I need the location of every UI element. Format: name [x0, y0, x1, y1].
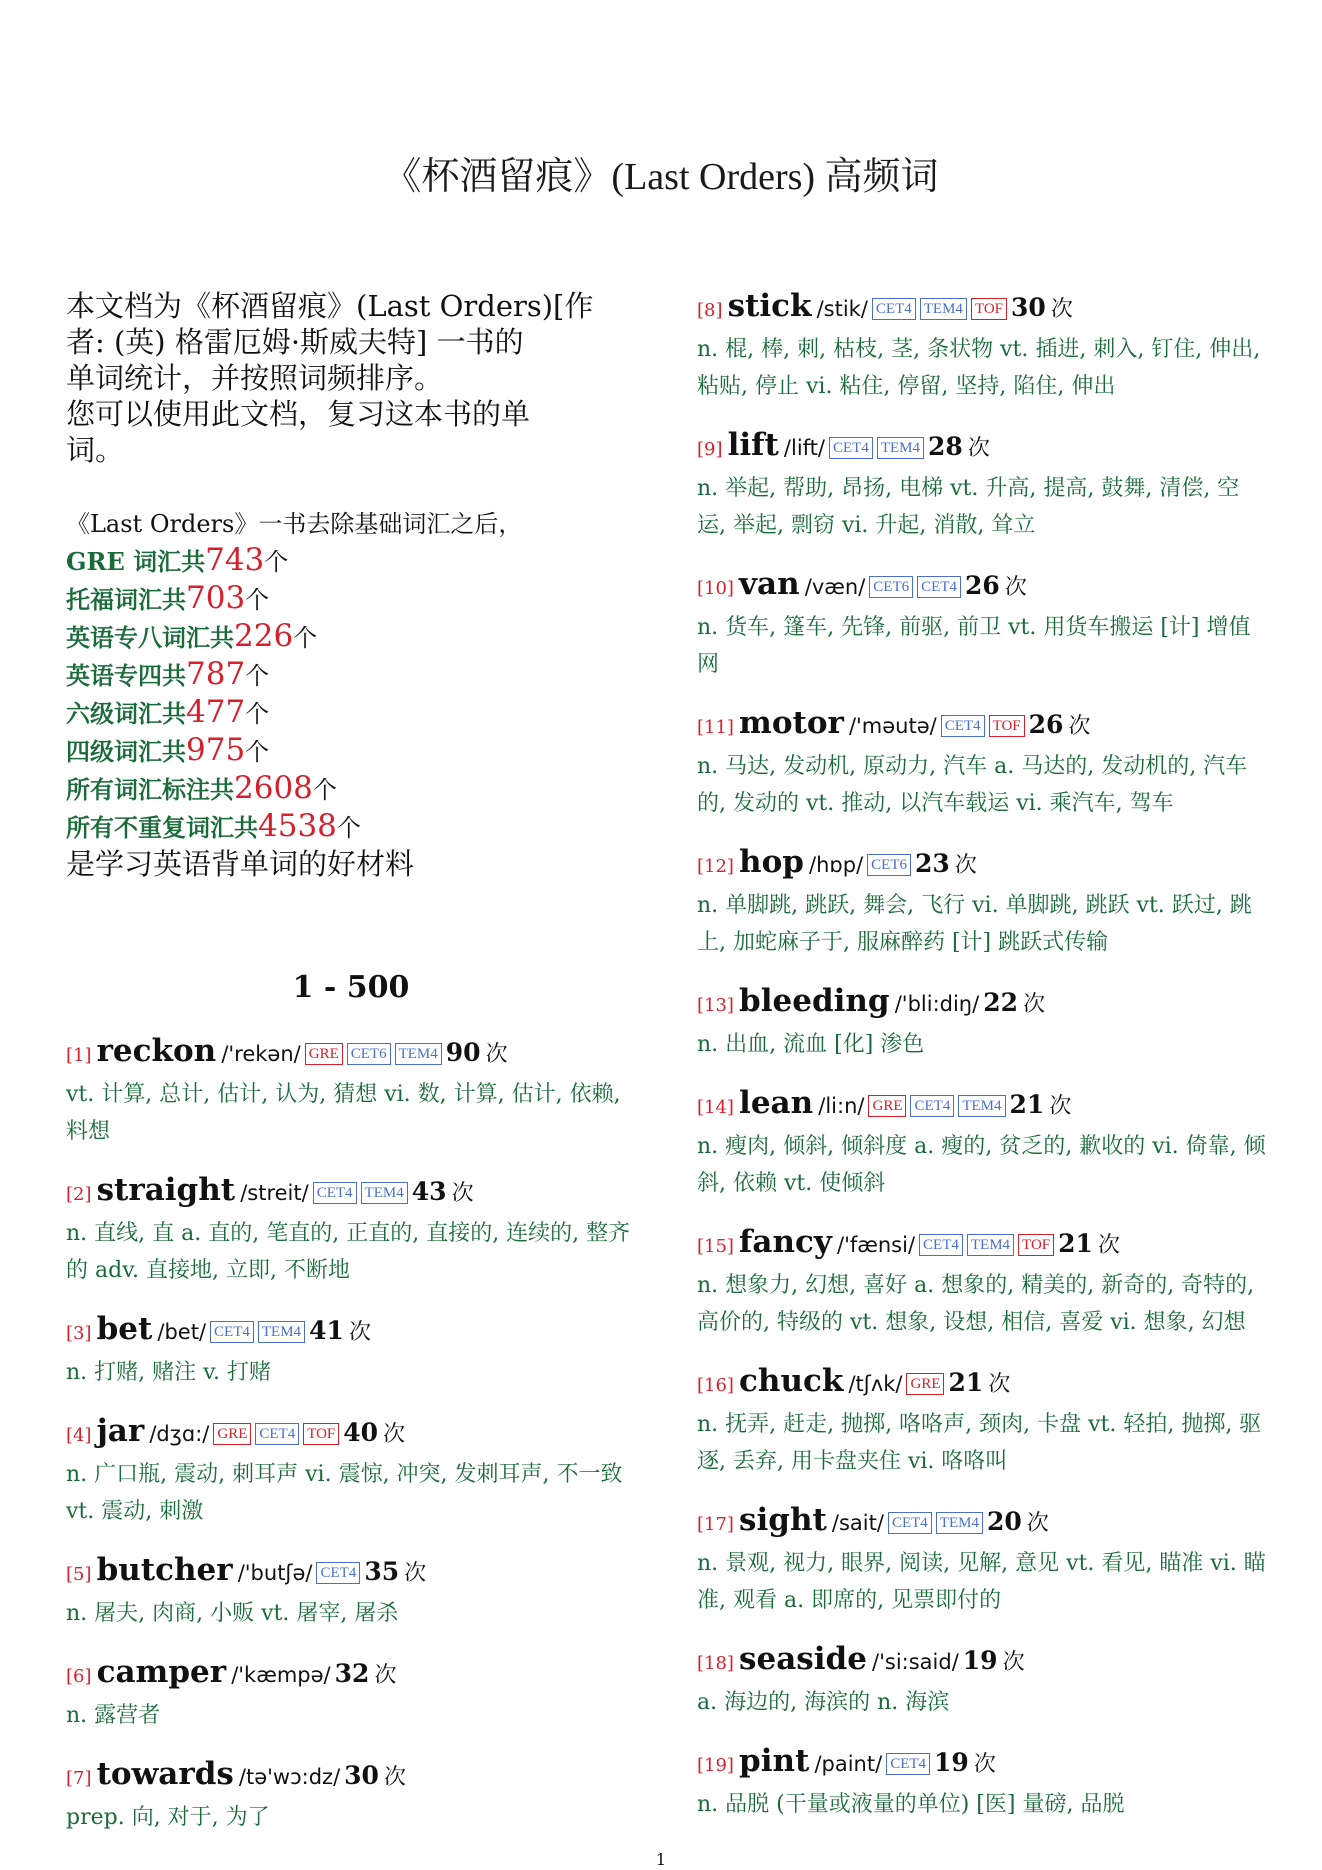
entry-index: [15] — [697, 1236, 734, 1257]
intro-line: 本文档为《杯酒留痕》(Last Orders)[作 — [66, 289, 594, 323]
entry-phonetic: /'rekən/ — [221, 1042, 301, 1066]
times-label: 次 — [1023, 992, 1046, 1017]
entry-definition: a. 海边的, 海滨的 n. 海滨 — [697, 1690, 950, 1715]
exam-tag: CET6 — [867, 854, 911, 876]
entry-word: hop — [739, 844, 804, 880]
entry-count: 23 — [915, 849, 950, 878]
entry-word: stick — [727, 288, 812, 324]
exam-tag: CET4 — [829, 437, 873, 459]
entry-headline — [66, 1309, 636, 1354]
page-number: 1 — [655, 1850, 667, 1869]
times-label: 次 — [384, 1765, 407, 1790]
entry-count: 21 — [948, 1368, 984, 1397]
entry-definition: n. 马达, 发动机, 原动力, 汽车 a. 马达的, 发动机的, 汽车的, 发动的 vt. 推动, 以汽车载运 vi. 乘汽车, 驾车 — [697, 754, 1248, 816]
entry-count: 90 — [445, 1038, 481, 1067]
stat-value: 4538 — [258, 808, 337, 844]
stat-value: 743 — [205, 542, 265, 578]
entry-definition: n. 举起, 帮助, 昂扬, 电梯 vt. 升高, 提高, 鼓舞, 清偿, 空运, 举起, 剽窃 vi. 升起, 消散, 耸立 — [697, 476, 1240, 538]
word-entry — [697, 1361, 1267, 1480]
entry-headline — [66, 1411, 636, 1456]
entry-word: pint — [739, 1743, 810, 1779]
word-entry — [697, 286, 1267, 405]
word-entry — [697, 1741, 1267, 1823]
word-entry — [697, 1500, 1267, 1619]
entry-phonetic: /'si:said/ — [872, 1650, 959, 1674]
document-title: 《杯酒留痕》(Last Orders) 高频词 — [383, 156, 939, 198]
entry-definition: n. 直线, 直 a. 直的, 笔直的, 正直的, 直接的, 连续的, 整齐的 adv. 直接地, 立即, 不断地 — [66, 1221, 631, 1283]
entry-headline — [697, 703, 1267, 748]
stat-unit: 个 — [245, 662, 270, 690]
stat-label: 托福词汇共 — [66, 585, 186, 614]
entry-index: [12] — [697, 856, 734, 877]
entry-definition: n. 广口瓶, 震动, 刺耳声 vi. 震惊, 冲突, 发刺耳声, 不一致 vt. 震动, 刺激 — [66, 1462, 623, 1524]
stat-label: 六级词汇共 — [66, 699, 186, 728]
stat-line — [66, 732, 636, 770]
stat-label: 所有词汇标注共 — [66, 775, 234, 804]
entry-definition: n. 单脚跳, 跳跃, 舞会, 飞行 vi. 单脚跳, 跳跃 vt. 跃过, 跳上, 加蛇麻子于, 服麻醉药 [计] 跳跃式传输 — [697, 893, 1252, 955]
entry-definition: n. 品脱 (干量或液量的单位) [医] 量磅, 品脱 — [697, 1792, 1125, 1817]
times-label: 次 — [374, 1663, 397, 1688]
entry-count: 30 — [344, 1761, 379, 1790]
entry-count: 32 — [334, 1659, 370, 1688]
entry-definition: n. 露营者 — [66, 1703, 161, 1728]
entry-headline — [697, 1222, 1267, 1267]
stat-label: 英语专四共 — [66, 661, 186, 690]
stat-value: 787 — [186, 656, 246, 692]
stat-value: 2608 — [234, 770, 313, 806]
exam-tag: CET4 — [255, 1423, 299, 1445]
entry-index: [3] — [66, 1323, 92, 1344]
word-entry — [697, 564, 1267, 683]
entry-index: [8] — [697, 300, 723, 321]
exam-tag: TOF — [303, 1423, 339, 1445]
stat-unit: 个 — [312, 776, 337, 804]
exam-tag: CET4 — [919, 1234, 963, 1256]
entry-definition: prep. 向, 对于, 为了 — [66, 1805, 270, 1830]
exam-tag: TOF — [1018, 1234, 1054, 1256]
entry-definition: n. 景观, 视力, 眼界, 阅读, 见解, 意见 vt. 看见, 瞄准 vi. 瞄准, 观看 a. 即席的, 见票即付的 — [697, 1551, 1266, 1613]
times-label: 次 — [485, 1042, 508, 1067]
entry-index: [19] — [697, 1755, 734, 1776]
exam-tag: TEM4 — [967, 1234, 1014, 1256]
stat-unit: 个 — [245, 586, 270, 614]
entry-word: butcher — [96, 1552, 233, 1588]
exam-tag: CET4 — [886, 1753, 930, 1775]
stat-line — [66, 580, 636, 618]
exam-tag: TEM4 — [877, 437, 924, 459]
entry-headline — [697, 1500, 1267, 1545]
entry-word: van — [739, 566, 800, 602]
entry-definition: n. 想象力, 幻想, 喜好 a. 想象的, 精美的, 新奇的, 奇特的, 高价的, 特级的 vt. 想象, 设想, 相信, 喜爱 vi. 想象, 幻想 — [697, 1273, 1255, 1335]
exam-tag: TEM4 — [958, 1095, 1005, 1117]
entry-word: towards — [96, 1756, 234, 1792]
entry-count: 35 — [364, 1557, 400, 1586]
intro-line: 您可以使用此文档，复习这本书的单 — [66, 397, 531, 431]
stat-label: 所有不重复词汇共 — [66, 813, 258, 842]
entry-phonetic: /'məutə/ — [848, 714, 937, 738]
entry-phonetic: /tʃʌk/ — [848, 1372, 903, 1396]
stat-line — [66, 694, 636, 732]
entry-count: 21 — [1009, 1090, 1045, 1119]
entry-headline — [697, 1083, 1267, 1128]
word-entry — [697, 1639, 1267, 1721]
exam-tag: GRE — [868, 1095, 906, 1117]
times-label: 次 — [404, 1561, 427, 1586]
entry-phonetic: /streit/ — [240, 1181, 309, 1205]
stat-line — [66, 656, 636, 694]
word-entry — [697, 425, 1267, 544]
entry-count: 21 — [1058, 1229, 1093, 1258]
stat-line — [66, 542, 636, 580]
exam-tag: CET4 — [313, 1182, 357, 1204]
entry-word: camper — [96, 1654, 227, 1690]
entry-count: 28 — [928, 432, 963, 461]
entry-phonetic: /paint/ — [814, 1752, 883, 1776]
stat-value: 477 — [186, 694, 246, 730]
intro-line: 单词统计，并按照词频排序。 — [66, 361, 444, 395]
entry-headline — [697, 1639, 1267, 1684]
entry-phonetic: /'kæmpə/ — [231, 1663, 331, 1687]
entry-word: bleeding — [739, 983, 890, 1019]
stat-label: 四级词汇共 — [66, 737, 186, 766]
entry-word: lift — [727, 427, 779, 463]
times-label: 次 — [954, 853, 977, 878]
stat-unit: 个 — [245, 738, 270, 766]
stat-line — [66, 618, 636, 656]
entry-word: sight — [739, 1502, 827, 1538]
entry-index: [17] — [697, 1514, 734, 1535]
entry-phonetic: /'fænsi/ — [837, 1233, 916, 1257]
entry-index: [14] — [697, 1097, 734, 1118]
entry-index: [1] — [66, 1045, 92, 1066]
times-label: 次 — [451, 1181, 474, 1206]
word-entry — [697, 981, 1267, 1063]
entry-headline — [697, 981, 1267, 1026]
word-list-right — [697, 286, 1267, 1823]
entry-definition: n. 打赌, 赌注 v. 打赌 — [66, 1360, 271, 1385]
entry-headline — [697, 425, 1267, 470]
entry-index: [13] — [697, 995, 734, 1016]
vocabulary-stats — [66, 506, 636, 882]
stat-line — [66, 808, 636, 846]
closing-line: 是学习英语背单词的好材料 — [66, 847, 415, 881]
entry-headline — [697, 564, 1267, 609]
entry-phonetic: /tə'wɔ:dz/ — [238, 1765, 341, 1789]
entry-index: [16] — [697, 1375, 734, 1396]
entry-phonetic: /'butʃə/ — [237, 1561, 313, 1585]
entry-count: 19 — [962, 1646, 998, 1675]
entry-word: chuck — [739, 1363, 844, 1399]
exam-tag: TEM4 — [361, 1182, 408, 1204]
entry-headline — [66, 1550, 636, 1595]
entry-phonetic: /væn/ — [804, 575, 866, 599]
intro-line: 词。 — [66, 433, 125, 467]
intro-line: 者: (英) 格雷厄姆·斯威夫特] 一书的 — [66, 325, 524, 359]
stat-value: 226 — [234, 618, 294, 654]
entry-phonetic: /hɒp/ — [809, 853, 864, 877]
exam-tag: GRE — [906, 1373, 944, 1395]
word-entry — [697, 1222, 1267, 1341]
times-label: 次 — [1004, 575, 1027, 600]
stat-unit: 个 — [264, 548, 289, 576]
stat-value: 975 — [186, 732, 246, 768]
entry-definition: n. 瘦肉, 倾斜, 倾斜度 a. 瘦的, 贫乏的, 歉收的 vi. 倚靠, 倾斜, 依赖 vt. 使倾斜 — [697, 1134, 1266, 1196]
stat-unit: 个 — [336, 814, 361, 842]
times-label: 次 — [967, 436, 990, 461]
exam-tag: TEM4 — [920, 298, 967, 320]
entry-phonetic: /'bli:diŋ/ — [894, 992, 980, 1016]
right-column — [697, 286, 1267, 1843]
entry-count: 20 — [986, 1507, 1022, 1536]
entry-phonetic: /li:n/ — [818, 1094, 865, 1118]
times-label: 次 — [383, 1422, 406, 1447]
entry-headline — [697, 1741, 1267, 1786]
exam-tag: GRE — [213, 1423, 251, 1445]
exam-tag: CET6 — [869, 576, 913, 598]
stat-line — [66, 770, 636, 808]
exam-tag: TEM4 — [936, 1512, 983, 1534]
entry-word: lean — [739, 1085, 814, 1121]
times-label: 次 — [1068, 714, 1091, 739]
word-entry — [697, 703, 1267, 822]
entry-index: [5] — [66, 1564, 92, 1585]
times-label: 次 — [973, 1752, 996, 1777]
word-entry — [66, 1550, 636, 1632]
entry-headline — [66, 1652, 636, 1697]
stat-value: 703 — [186, 580, 246, 616]
times-label: 次 — [1050, 297, 1073, 322]
entry-headline — [66, 1031, 636, 1076]
stat-label: GRE 词汇共 — [66, 547, 206, 576]
entry-index: [7] — [66, 1768, 92, 1789]
word-entry — [697, 1083, 1267, 1202]
entry-definition: n. 棍, 棒, 刺, 枯枝, 茎, 条状物 vt. 插进, 刺入, 钉住, 伸出, 粘贴, 停止 vi. 粘住, 停留, 坚持, 陷住, 伸出 — [697, 337, 1261, 399]
exam-tag: CET4 — [210, 1321, 254, 1343]
exam-tag: CET4 — [872, 298, 916, 320]
entry-index: [18] — [697, 1653, 734, 1674]
entry-word: motor — [739, 705, 844, 741]
entry-count: 19 — [934, 1748, 969, 1777]
entry-phonetic: /bet/ — [157, 1320, 207, 1344]
times-label: 次 — [1049, 1094, 1072, 1119]
word-entry — [697, 842, 1267, 961]
entry-definition: n. 抚弄, 赶走, 抛掷, 咯咯声, 颈肉, 卡盘 vt. 轻拍, 抛掷, 驱逐, 丢弃, 用卡盘夹住 vi. 咯咯叫 — [697, 1412, 1262, 1474]
entry-index: [4] — [66, 1425, 92, 1446]
entry-headline — [697, 286, 1267, 331]
word-entry — [66, 1170, 636, 1289]
word-entry — [66, 1754, 636, 1836]
entry-index: [10] — [697, 578, 734, 599]
exam-tag: CET4 — [941, 715, 985, 737]
entry-word: reckon — [96, 1033, 217, 1069]
word-list-left — [66, 1031, 636, 1836]
exam-tag: TOF — [989, 715, 1025, 737]
exam-tag: CET4 — [910, 1095, 954, 1117]
entry-index: [11] — [697, 717, 734, 738]
entry-count: 41 — [309, 1316, 344, 1345]
times-label: 次 — [988, 1372, 1011, 1397]
range-heading: 1 - 500 — [292, 970, 410, 1005]
entry-count: 26 — [1028, 710, 1064, 739]
word-entry — [66, 1309, 636, 1391]
stat-unit: 个 — [245, 700, 270, 728]
left-column — [66, 288, 636, 1856]
entry-count: 40 — [343, 1418, 379, 1447]
entry-word: seaside — [739, 1641, 867, 1677]
entry-definition: n. 出血, 流血 [化] 渗色 — [697, 1032, 925, 1057]
exam-tag: TEM4 — [258, 1321, 305, 1343]
entry-word: straight — [96, 1172, 236, 1208]
exam-tag: CET6 — [347, 1043, 391, 1065]
entry-definition: vt. 计算, 总计, 估计, 认为, 猜想 vi. 数, 计算, 估计, 依赖, 料想 — [66, 1082, 621, 1144]
entry-definition: n. 屠夫, 肉商, 小贩 vt. 屠宰, 屠杀 — [66, 1601, 399, 1626]
entry-headline — [66, 1170, 636, 1215]
entry-phonetic: /stik/ — [816, 297, 868, 321]
entry-word: bet — [96, 1311, 153, 1347]
word-entry — [66, 1652, 636, 1734]
entry-count: 22 — [983, 988, 1018, 1017]
word-entry — [66, 1411, 636, 1530]
intro-paragraph — [66, 288, 636, 468]
exam-tag: CET4 — [888, 1512, 932, 1534]
entry-phonetic: /sait/ — [831, 1511, 884, 1535]
entry-word: fancy — [739, 1224, 832, 1260]
stat-unit: 个 — [293, 624, 318, 652]
entry-count: 43 — [411, 1177, 447, 1206]
entry-count: 26 — [964, 571, 1000, 600]
entry-headline — [697, 842, 1267, 887]
stat-label: 英语专八词汇共 — [66, 623, 234, 652]
entry-word: jar — [96, 1413, 145, 1449]
entry-index: [9] — [697, 439, 723, 460]
entry-phonetic: /dʒɑ:/ — [149, 1422, 210, 1446]
exam-tag: TOF — [971, 298, 1007, 320]
times-label: 次 — [348, 1320, 371, 1345]
entry-index: [6] — [66, 1666, 92, 1687]
exam-tag: GRE — [305, 1043, 343, 1065]
exam-tag: CET4 — [917, 576, 961, 598]
entry-headline — [66, 1754, 636, 1799]
entry-headline — [697, 1361, 1267, 1406]
exam-tag: CET4 — [316, 1562, 360, 1584]
word-entry — [66, 1031, 636, 1150]
entry-phonetic: /lift/ — [783, 436, 825, 460]
times-label: 次 — [1098, 1233, 1121, 1258]
exam-tag: TEM4 — [395, 1043, 442, 1065]
entry-index: [2] — [66, 1184, 92, 1205]
times-label: 次 — [1026, 1511, 1049, 1536]
stats-heading: 《Last Orders》一书去除基础词汇之后， — [66, 510, 523, 538]
entry-definition: n. 货车, 篷车, 先锋, 前驱, 前卫 vt. 用货车搬运 [计] 增值网 — [697, 615, 1251, 677]
entry-count: 30 — [1011, 293, 1046, 322]
times-label: 次 — [1002, 1650, 1025, 1675]
